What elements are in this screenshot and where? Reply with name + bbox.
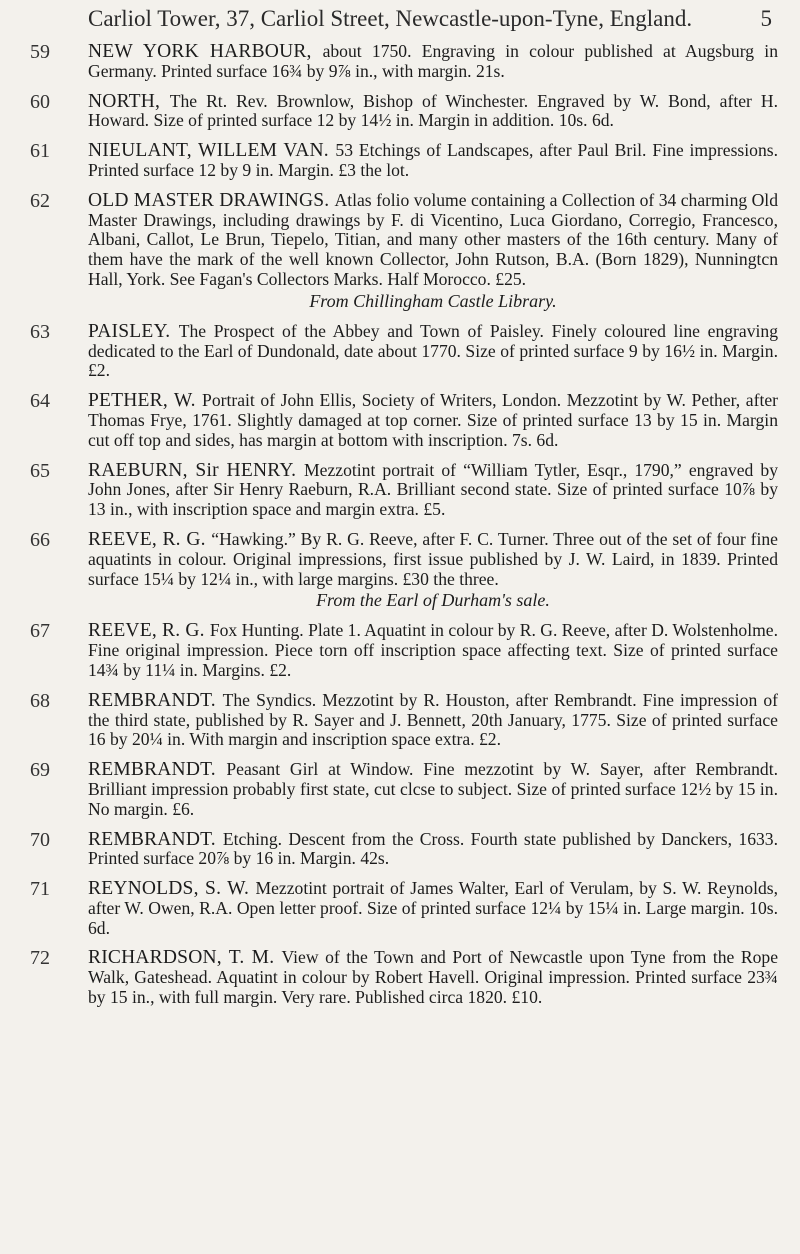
catalogue-entries <box>0 42 800 1018</box>
catalogue-entry <box>0 42 800 82</box>
entry-description: Mezzotint portrait of James Walter, Earl of Verulam, by S. W. Reynolds, after W. Owen, R.A. Open letter proof. Size of printed surface 12¼ by 15¼ in. Large margin. 10s. 6d. <box>88 878 779 938</box>
catalogue-entry <box>0 691 800 750</box>
entry-number: 66 <box>30 528 50 551</box>
catalogue-entry <box>0 879 800 938</box>
entry-title: REMBRANDT. <box>88 759 227 781</box>
entry-number: 71 <box>30 878 50 901</box>
entry-description: The Syndics. Mezzotint by R. Houston, after Rembrandt. Fine impression of the third state, published by R. Sayer and J. Bennett, 20th January, 1775. Size of printed surface 16 by 20¼ in. With margin and inscription space extra. £2. <box>88 689 778 750</box>
entry-title: PAISLEY. <box>88 320 179 342</box>
catalogue-entry <box>0 191 800 312</box>
entry-title: NIEULANT, WILLEM VAN. <box>88 140 336 162</box>
entry-description: Atlas folio volume containing a Collection of 34 charming Old Master Drawings, including drawings by F. di Vicentino, Luca Giordano, Corregio, Francesco, Albani, Callot, Le Brun, Tiepelo, Titian, and many other masters of the 16th century. Many of them have the mark of the well known Collector, John Rutson, B.A. (Born 1829), Nunningtcn Hall, York. See Fagan's Collectors Marks. Half Morocco. £25. <box>88 189 778 289</box>
catalogue-entry <box>0 461 800 520</box>
entry-number: 68 <box>30 689 50 712</box>
entry-title: REYNOLDS, S. W. <box>88 878 256 900</box>
catalogue-entry <box>0 830 800 870</box>
entry-number: 63 <box>30 320 50 343</box>
entry-description: “Hawking.” By R. G. Reeve, after F. C. Turner. Three out of the set of four fine aquatints in colour. Original impressions, first issue published by J. W. Laird, in 1839. Printed surface 15¼ by 12¼ in., with large margins. £30 the three. <box>88 528 778 589</box>
entry-title: REEVE, R. G. <box>88 528 212 550</box>
page-header <box>88 4 778 34</box>
entry-title: REEVE, R. G. <box>88 620 210 642</box>
provenance-note: From Chillingham Castle Library. <box>309 290 557 311</box>
catalogue-entry <box>0 948 800 1007</box>
catalogue-entry <box>0 621 800 680</box>
catalogue-entry <box>0 322 800 381</box>
entry-number: 64 <box>30 390 50 413</box>
entry-description: Etching. Descent from the Cross. Fourth state published by Danckers, 1633. Printed surface 20⅞ by 16 in. Margin. 42s. <box>88 828 778 869</box>
entry-title: REMBRANDT. <box>88 828 223 850</box>
entry-title: RAEBURN, Sir HENRY. <box>88 459 304 481</box>
catalogue-entry <box>0 391 800 450</box>
entry-description: 53 Etchings of Landscapes, after Paul Bril. Fine impressions. Printed surface 12 by 9 in. Margin. £3 the lot. <box>88 140 778 180</box>
entry-number: 70 <box>30 828 50 851</box>
catalogue-entry <box>0 760 800 819</box>
catalogue-entry <box>0 530 800 611</box>
entry-number: 62 <box>30 189 50 212</box>
entry-description: Portrait of John Ellis, Society of Writers, London. Mezzotint by W. Pether, after Thomas Frye, 1761. Slightly damaged at top corner. Size of printed surface 13 by 15 in. Margin cut off top and sides, has margin at bottom with inscription. 7s. 6d. <box>88 390 778 450</box>
entry-title: NORTH, <box>88 90 170 112</box>
entry-title: NEW YORK HARBOUR, <box>88 41 323 62</box>
entry-number: 65 <box>30 459 50 482</box>
entry-title: PETHER, W. <box>88 390 203 412</box>
entry-number: 72 <box>30 947 50 970</box>
catalogue-entry <box>0 141 800 181</box>
entry-number: 61 <box>30 140 50 163</box>
entry-description: about 1750. Engraving in colour published at Augsburg in Germany. Printed surface 16¾ by 9⅞ in., with margin. 21s. <box>88 41 778 81</box>
entry-number: 69 <box>30 759 50 782</box>
page-number: 5 <box>760 6 772 31</box>
catalogue-entry <box>0 92 800 132</box>
entry-number: 59 <box>30 41 50 63</box>
entry-description: Peasant Girl at Window. Fine mezzotint by W. Sayer, after Rembrandt. Brilliant impression probably first state, cut clcse to subject. Size of printed surface 12½ by 15 in. No margin. £6. <box>88 759 779 819</box>
entry-description: The Prospect of the Abbey and Town of Paisley. Finely coloured line engraving dedicated to the Earl of Dundonald, date about 1770. Size of printed surface 9 by 16½ in. Margin. £2. <box>88 320 778 381</box>
entry-description: Mezzotint portrait of “William Tytler, Esqr., 1790,” engraved by John Jones, after Sir Henry Raeburn, R.A. Brilliant second state. Size of printed surface 10⅞ by 13 in., with inscription space and margin extra. £5. <box>88 459 778 520</box>
header-address: Carliol Tower, 37, Carliol Street, Newcastle-upon-Tyne, England. <box>88 6 693 31</box>
entry-title: RICHARDSON, T. M. <box>88 947 282 969</box>
entry-description: Fox Hunting. Plate 1. Aquatint in colour by R. G. Reeve, after D. Wolstenholme. Fine original impression. Piece torn off inscription space affecting text. Size of printed surface 14¾ by 11¼ in. Margins. £2. <box>88 620 779 680</box>
entry-number: 67 <box>30 620 50 643</box>
entry-number: 60 <box>30 90 50 113</box>
entry-description: View of the Town and Port of Newcastle upon Tyne from the Rope Walk, Gateshead. Aquatint in colour by Robert Havell. Original impression. Printed surface 23¾ by 15 in., with full margin. Very rare. Published circa 1820. £10. <box>88 947 779 1008</box>
provenance-note: From the Earl of Durham's sale. <box>316 590 550 611</box>
entry-title: REMBRANDT. <box>88 689 223 711</box>
entry-title: OLD MASTER DRAWINGS. <box>88 189 335 211</box>
entry-description: The Rt. Rev. Brownlow, Bishop of Winchester. Engraved by W. Bond, after H. Howard. Size of printed surface 12 by 14½ in. Margin in addition. 10s. 6d. <box>88 90 778 131</box>
